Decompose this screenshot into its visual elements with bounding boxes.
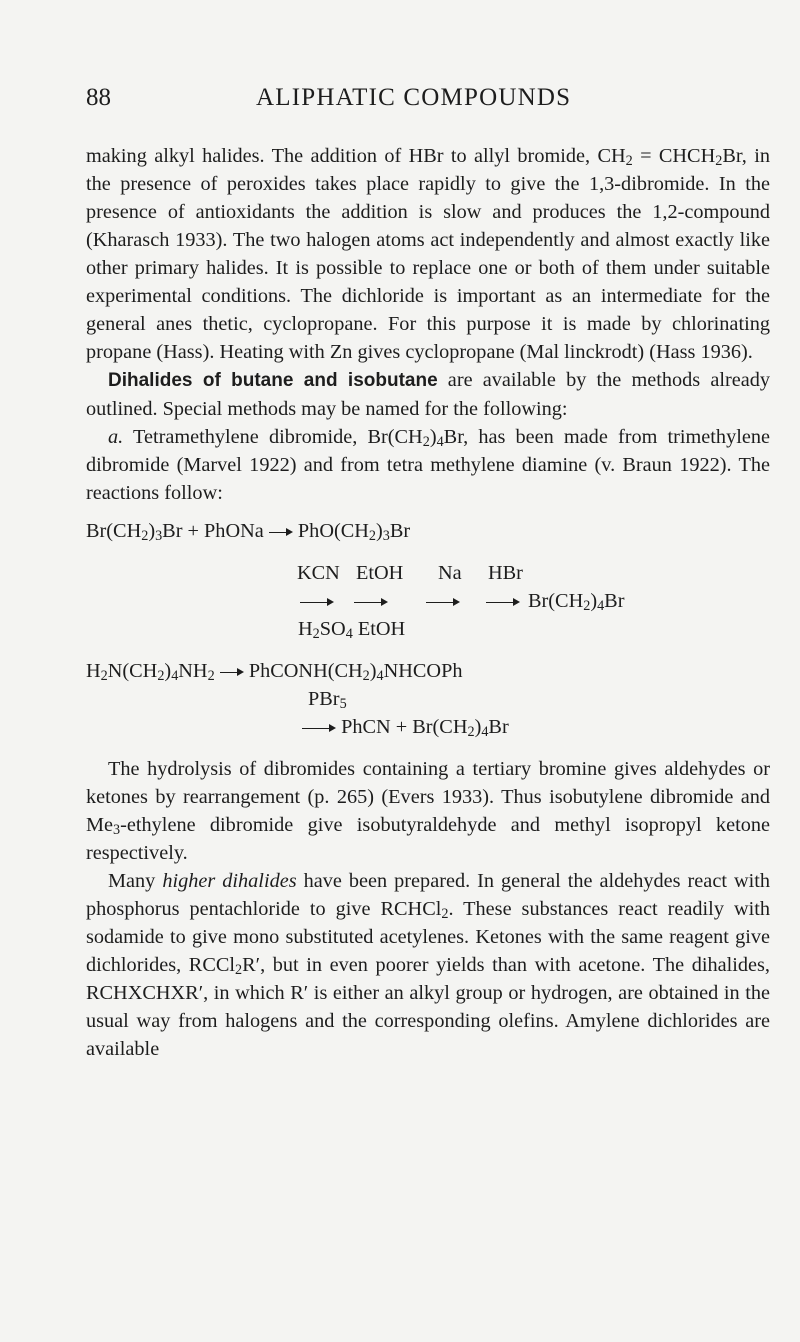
running-title: ALIPHATIC COMPOUNDS (256, 84, 572, 111)
body-text (86, 142, 770, 1063)
equation-2-arrows: $Br(CH_2)_4Br$ (86, 587, 770, 615)
equation-4-reagent: PBr$_5$ (308, 688, 347, 712)
equation-2-reagents: KCN EtOH Na HBr (297, 562, 523, 584)
reaction-arrow (269, 527, 293, 537)
equation-4: PhCN + $Br(CH_2)_4Br$ (86, 713, 770, 741)
paragraph-dihalides-butane: Dihalides of butane and isobutane are available by the methods already outlined. Special methods may be named for the following: (86, 369, 770, 420)
equation-1: $Br(CH_2)_3Br$ + PhONa $PhO(CH_2)_3Br$ (86, 520, 411, 544)
reaction-arrow (354, 597, 388, 607)
equation-2-reagents-below: $H_2SO_4$ EtOH (298, 618, 406, 642)
paragraph-tetramethylene: a. Tetramethylene dibromide, $Br(CH_2)_4Br$, has been made from trimethylene dibromide (Marvel 1922) and from tetra methylene diamine (v. Braun 1922). The reactions follow: (86, 426, 770, 504)
reaction-arrow (302, 723, 336, 733)
reaction-arrow (426, 597, 460, 607)
paragraph-higher-dihalides: Many higher dihalides have been prepared. In general the aldehydes react with phosphorus pentachloride to give RCHCl$_2$. These substances react readily with sodamide to give mono substituted acetylenes. Ketones with the same reagent give dichlorides, RCCl$_2$R′, but in even poorer yields than with acetone. The dihalides, RCHXCHXR′, in which R′ is either an alkyl group or hydrogen, are obtained in the usual way from halogens and the corresponding olefins. Amylene dichlorides are available (86, 870, 770, 1060)
page-header (86, 84, 770, 124)
paragraph-allyl-bromide: making alkyl halides. The addition of HBr to allyl bromide, $CH_2$ = $CHCH_2Br$, in the presence of peroxides takes place rapidly to give the 1,3-dibromide. In the presence of antioxidants the addition is slow and produces the 1,2-compound (Kharasch 1933). The two halogen atoms act independently and almost exactly like other primary halides. It is possible to replace one or both of them under suitable experimental conditions. The dichloride is important as an intermediate for the general anes thetic, cyclopropane. For this purpose it is made by chlorinating propane (Hass). Heating with Zn gives cyclopropane (Mal linckrodt) (Hass 1936). (86, 145, 771, 363)
reaction-arrow (300, 597, 334, 607)
equation-3: $H_2N(CH_2)_4NH_2$ $PhCONH(CH_2)_4NHCOPh$ (86, 660, 463, 684)
reaction-arrow (486, 597, 520, 607)
bold-heading: Dihalides of butane and isobutane (108, 370, 438, 391)
paragraph-hydrolysis: The hydrolysis of dibromides containing a tertiary bromine gives aldehydes or ketones by rearrangement (p. 265) (Evers 1933). Thus isobutylene dibromide and $Me_3$-ethylene dibromide give isobutyraldehyde and methyl isopropyl ketone respectively. (86, 758, 770, 864)
reaction-arrow (220, 667, 244, 677)
page-number: 88 (86, 84, 111, 111)
